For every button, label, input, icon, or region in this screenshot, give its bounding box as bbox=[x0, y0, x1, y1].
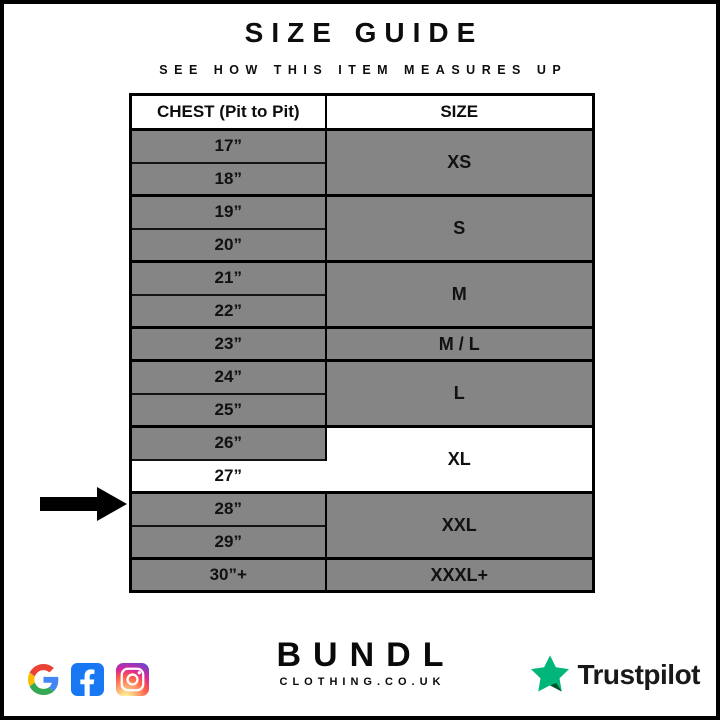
brand-domain: CLOTHING.CO.UK bbox=[279, 676, 446, 688]
header-row bbox=[131, 95, 594, 130]
size-cell: XXXL+ bbox=[326, 559, 594, 592]
chest-cell: 24” bbox=[131, 361, 326, 394]
size-cell: XXL bbox=[326, 493, 594, 559]
column-header-size: SIZE bbox=[326, 95, 594, 130]
chest-cell: 19” bbox=[131, 196, 326, 229]
trustpilot-star-icon bbox=[530, 655, 570, 694]
table-row bbox=[131, 130, 594, 163]
chest-cell: 25” bbox=[131, 394, 326, 427]
chest-cell: 27” bbox=[131, 460, 326, 493]
size-cell: XL bbox=[326, 427, 594, 493]
brand-name: BUNDL bbox=[276, 636, 456, 674]
size-cell: M bbox=[326, 262, 594, 328]
table-row bbox=[131, 493, 594, 526]
chest-cell: 17” bbox=[131, 130, 326, 163]
trustpilot-label: Trustpilot bbox=[577, 658, 700, 690]
table-row bbox=[131, 262, 594, 295]
chest-cell: 18” bbox=[131, 163, 326, 196]
chest-cell: 20” bbox=[131, 229, 326, 262]
table-row bbox=[131, 328, 594, 361]
chest-cell: 28” bbox=[131, 493, 326, 526]
size-table bbox=[129, 93, 595, 593]
chest-cell: 22” bbox=[131, 295, 326, 328]
page-subtitle: SEE HOW THIS ITEM MEASURES UP bbox=[159, 63, 568, 77]
footer-social-icons bbox=[28, 663, 149, 696]
chest-cell: 30”+ bbox=[131, 559, 326, 592]
selected-row-arrow-icon bbox=[40, 487, 127, 521]
facebook-icon[interactable] bbox=[71, 663, 104, 696]
google-icon[interactable] bbox=[28, 664, 59, 695]
size-table-header bbox=[131, 95, 594, 130]
column-header-chest: CHEST (Pit to Pit) bbox=[131, 95, 326, 130]
table-row bbox=[131, 361, 594, 394]
chest-cell: 23” bbox=[131, 328, 326, 361]
trustpilot-badge[interactable] bbox=[530, 655, 700, 694]
size-cell: S bbox=[326, 196, 594, 262]
instagram-icon[interactable] bbox=[116, 663, 149, 696]
table-row bbox=[131, 427, 594, 460]
table-row bbox=[131, 196, 594, 229]
table-row bbox=[131, 559, 594, 592]
page-title: SIZE GUIDE bbox=[244, 17, 484, 48]
chest-cell: 26” bbox=[131, 427, 326, 460]
chest-cell: 21” bbox=[131, 262, 326, 295]
size-cell: L bbox=[326, 361, 594, 427]
size-cell: XS bbox=[326, 130, 594, 196]
size-cell: M / L bbox=[326, 328, 594, 361]
chest-cell: 29” bbox=[131, 526, 326, 559]
